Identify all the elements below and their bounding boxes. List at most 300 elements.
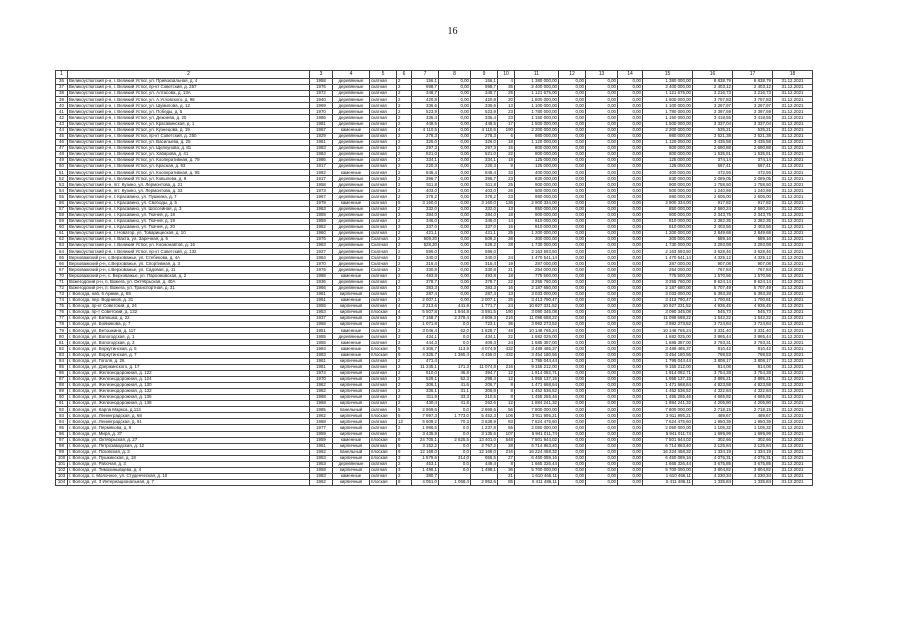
column-number-2: 2 <box>68 71 310 79</box>
table-cell: 2 <box>397 164 412 170</box>
table-cell: 0,00 <box>618 115 643 121</box>
table-cell: 567,41 <box>733 164 773 170</box>
table-cell: 0,00 <box>618 85 643 91</box>
table-cell: 0,00 <box>559 309 586 315</box>
table-cell: 31.12.2021 <box>773 121 813 127</box>
table-cell: деревянные <box>333 218 370 224</box>
table-cell: 1 334,19 <box>693 449 733 455</box>
table-cell: 5 941 011,74 <box>515 431 559 437</box>
table-cell: 0,00 <box>618 480 643 486</box>
table-cell: 0,00 <box>586 279 618 285</box>
table-cell: 810,42 <box>693 346 733 352</box>
table-cell: 7 800 000,00 <box>515 407 559 413</box>
table-cell: 3 754,28 <box>693 370 733 376</box>
table-cell: 9 <box>397 480 412 486</box>
table-cell: 0,00 <box>586 188 618 194</box>
table-cell: 420,8 <box>471 97 498 103</box>
table-cell: 1959 <box>310 431 333 437</box>
table-cell: 383,3 <box>471 285 498 291</box>
table-cell: скатная <box>370 151 397 157</box>
table-cell: 50 <box>56 164 68 170</box>
table-cell: 800 000,00 <box>515 145 559 151</box>
table-cell: 409,3 <box>471 340 498 346</box>
table-cell: 287 000,00 <box>643 261 693 267</box>
table-cell: 10 927 331,52 <box>515 303 559 309</box>
table-cell: 378,2 <box>412 194 439 200</box>
table-cell: 31.12.2021 <box>773 188 813 194</box>
table-cell: 2 163 593,50 <box>515 249 559 255</box>
table-cell: 1 914 082,71 <box>515 370 559 376</box>
table-cell: 374,14 <box>733 158 773 164</box>
table-cell: 0,00 <box>618 358 643 364</box>
table-cell: 94 <box>56 419 68 425</box>
table-cell: скатная <box>370 419 397 425</box>
table-cell: 23 <box>498 194 515 200</box>
table-cell: 8 <box>498 382 515 388</box>
table-cell: 3 331,40 <box>733 328 773 334</box>
table-cell: 2 <box>397 85 412 91</box>
table-cell: 0,00 <box>586 419 618 425</box>
table-cell: 1 452 536,52 <box>515 388 559 394</box>
table-cell: 0,00 <box>618 309 643 315</box>
table-cell: 0,00 <box>439 133 471 139</box>
table-cell: 1967 <box>310 194 333 200</box>
table-cell: 4 936,45 <box>733 303 773 309</box>
table-cell: 31.12.2021 <box>773 170 813 176</box>
table-cell: 4 076,31 <box>733 455 773 461</box>
table-cell: деревянные <box>333 139 370 145</box>
table-cell: 0,00 <box>618 79 643 85</box>
table-cell: 3 <box>397 316 412 322</box>
table-cell: 0,0 <box>439 449 471 455</box>
table-cell: 0,00 <box>439 85 471 91</box>
table-cell: 3 808,17 <box>733 358 773 364</box>
table-cell: 0,00 <box>559 79 586 85</box>
table-cell: 1 610 466,11 <box>643 474 693 480</box>
table-cell: Вожегодский р-н, п. Вожега, ул. Транспортная, д. 31 <box>68 285 310 291</box>
table-cell: 11 098 688,22 <box>643 316 693 322</box>
table-cell: 348,7 <box>412 91 439 97</box>
table-cell: 125 000,00 <box>515 158 559 164</box>
table-cell: 31.12.2021 <box>773 297 813 303</box>
table-cell: 300 000,00 <box>643 237 693 243</box>
table-cell: 0,00 <box>559 370 586 376</box>
table-cell: 3 992 273,52 <box>515 322 559 328</box>
table-cell: 2 089,05 <box>733 176 773 182</box>
table-cell: 1 100 000,00 <box>515 103 559 109</box>
table-cell: 2 <box>397 297 412 303</box>
table-cell: каменные <box>333 340 370 346</box>
table-cell: 0,00 <box>586 291 618 297</box>
table-cell: 0,00 <box>586 309 618 315</box>
table-cell: 18 <box>498 158 515 164</box>
table-cell: скатная <box>370 79 397 85</box>
table-cell: 7 624 475,60 <box>515 419 559 425</box>
table-cell: 509,2 <box>471 237 498 243</box>
table-cell: 907,08 <box>693 261 733 267</box>
table-cell: 31.12.2021 <box>773 158 813 164</box>
table-cell: 31.12.2021 <box>773 176 813 182</box>
table-cell: 846,4 <box>412 170 439 176</box>
table-cell: 449,4 <box>471 461 498 467</box>
table-cell: 46 <box>56 139 68 145</box>
table-cell: 394,7 <box>471 370 498 376</box>
table-cell: г. Вологда, пр-т Советский, д. 132 <box>68 309 310 315</box>
table-cell: 830 000,00 <box>515 176 559 182</box>
page-number: 16 <box>447 26 458 37</box>
table-cell: 0,00 <box>618 97 643 103</box>
table-cell: 0,00 <box>586 206 618 212</box>
table-cell: 589,16 <box>733 237 773 243</box>
table-cell: Великоустюгский р-н, г. Великий Устюг, ул. Щелкунова, д. 81 <box>68 145 310 151</box>
table-cell: 2 163 593,50 <box>643 249 693 255</box>
table-cell: 0,00 <box>559 176 586 182</box>
table-cell: 18 <box>498 273 515 279</box>
table-cell: 0,0 <box>439 425 471 431</box>
table-cell: 0,00 <box>439 230 471 236</box>
table-cell: 86 <box>56 370 68 376</box>
table-cell: 1 535,51 <box>733 151 773 157</box>
table-cell: 2 690,88 <box>733 145 773 151</box>
table-cell: г. Вологда, ул. Ветошкина, д. 117 <box>68 328 310 334</box>
table-cell: скатная <box>370 316 397 322</box>
table-cell: 33,3 <box>439 395 471 401</box>
table-cell: 1959 <box>310 218 333 224</box>
table-cell: 810 000,00 <box>643 218 693 224</box>
table-cell: 0,00 <box>586 364 618 370</box>
table-cell: 0,00 <box>439 237 471 243</box>
table-cell: деревянные <box>333 212 370 218</box>
table-cell: 336,4 <box>471 115 498 121</box>
table-cell: 0,00 <box>618 103 643 109</box>
table-cell: 0,00 <box>559 158 586 164</box>
table-cell: 1976 <box>310 237 333 243</box>
table-cell: 2 <box>397 103 412 109</box>
column-number-17: 17 <box>733 71 773 79</box>
table-cell: 0,00 <box>586 194 618 200</box>
table-cell: 917,82 <box>693 200 733 206</box>
table-cell: Верховажский р-н, с.Верховажье, ул. Садовая, д. 11 <box>68 267 310 273</box>
table-cell: Великоустюгский р-н, г. Великий Устюг, пр-кт Советский, д. 132 <box>68 249 310 255</box>
column-number-14: 14 <box>618 71 643 79</box>
table-cell: 3 337,04 <box>693 121 733 127</box>
table-cell: 3 793,31 <box>733 340 773 346</box>
table-cell: 3 413 790,47 <box>515 297 559 303</box>
table-cell: кирпичный <box>333 419 370 425</box>
table-cell: 0,00 <box>439 194 471 200</box>
table-cell: 3 804,82 <box>693 468 733 474</box>
table-cell: 3 152,2 <box>412 443 439 449</box>
table-cell: 0,00 <box>439 115 471 121</box>
table-cell: 39 <box>56 97 68 103</box>
table-cell: 1 105,32 <box>693 425 733 431</box>
table-cell: 2 <box>397 237 412 243</box>
table-cell: г. Вологда, ул. Петрозаводская, д. 12 <box>68 443 310 449</box>
table-cell: 2 343,75 <box>733 212 773 218</box>
table-cell: 2 560,24 <box>733 206 773 212</box>
table-cell: 1 237,8 <box>471 425 498 431</box>
table-cell: 125 000,00 <box>643 158 693 164</box>
table-cell: 1 730 000,00 <box>643 243 693 249</box>
table-cell: 0,00 <box>618 151 643 157</box>
table-cell: 434,1 <box>412 334 439 340</box>
table-cell: 0,00 <box>586 480 618 486</box>
table-cell: 1 498,1 <box>412 468 439 474</box>
table-cell: 0,00 <box>439 79 471 85</box>
table-cell: 332,0 <box>471 206 498 212</box>
table-cell: 6 <box>498 133 515 139</box>
table-cell: 16 224 458,32 <box>515 449 559 455</box>
table-cell: 1962 <box>310 449 333 455</box>
table-cell: 31.12.2021 <box>773 182 813 188</box>
table-cell: 1 200 000,00 <box>643 230 693 236</box>
table-cell: 0,00 <box>618 267 643 273</box>
table-cell: 4 <box>498 79 515 85</box>
table-cell: 298,4 <box>471 376 498 382</box>
table-cell: 0,00 <box>559 382 586 388</box>
table-cell: 3 895,21 <box>733 376 773 382</box>
table-cell: 0,00 <box>586 121 618 127</box>
table-cell: 1929 <box>310 133 333 139</box>
table-cell: 220,3 <box>471 164 498 170</box>
table-cell: деревянные <box>333 151 370 157</box>
table-cell: 0,00 <box>618 158 643 164</box>
table-cell: скатная <box>370 224 397 230</box>
table-cell: 0,00 <box>586 352 618 358</box>
table-cell: 810,42 <box>733 346 773 352</box>
table-cell: 14 <box>498 218 515 224</box>
table-cell: г. Вологда, пр-кт Советский, д. 24 <box>68 303 310 309</box>
table-cell: деревянные <box>333 109 370 115</box>
table-cell: 0,00 <box>559 437 586 443</box>
table-cell: 76 <box>56 309 68 315</box>
table-cell: 2 718,15 <box>733 407 773 413</box>
table-cell: 5 <box>397 413 412 419</box>
table-cell: 72 <box>56 285 68 291</box>
table-cell: 2 <box>397 255 412 261</box>
table-cell: 0,00 <box>559 255 586 261</box>
table-cell: скатная <box>370 358 397 364</box>
column-number-7: 7 <box>412 71 439 79</box>
table-cell: 0,00 <box>559 425 586 431</box>
table-cell: 5 707,49 <box>693 285 733 291</box>
table-cell: 0,00 <box>586 443 618 449</box>
table-cell: 190 <box>498 127 515 133</box>
table-cell: 1 535,51 <box>693 151 733 157</box>
table-cell: 5 452,3 <box>471 413 498 419</box>
table-cell: 35 <box>498 85 515 91</box>
table-cell: 0,00 <box>586 115 618 121</box>
table-cell: 4 076,31 <box>693 455 733 461</box>
table-cell: 471,4 <box>412 358 439 364</box>
table-cell: 0,00 <box>439 224 471 230</box>
table-cell: 28 <box>498 243 515 249</box>
table-cell: 11 074,8 <box>471 364 498 370</box>
table-cell: 0,0 <box>439 322 471 328</box>
table-cell: г. Вологда, ул. Гоголя, д. 26 <box>68 358 310 364</box>
table-cell: 545,73 <box>733 309 773 315</box>
table-cell: 2 050 000,00 <box>515 425 559 431</box>
table-cell: Скатная <box>370 261 397 267</box>
table-cell: 510,0 <box>412 370 439 376</box>
table-cell: 3 521,38 <box>733 133 773 139</box>
table-cell: 1 699,99 <box>733 431 773 437</box>
table-cell: 378,7 <box>471 279 498 285</box>
table-cell: 0,00 <box>559 230 586 236</box>
table-cell: 1 570,56 <box>693 273 733 279</box>
table-cell: 3 160,0 <box>471 200 498 206</box>
table-cell: 0,00 <box>586 170 618 176</box>
table-cell: 31.12.2021 <box>773 364 813 370</box>
table-cell: 31.12.2021 <box>773 358 813 364</box>
table-cell: 0,00 <box>586 85 618 91</box>
table-cell: 0,00 <box>618 109 643 115</box>
table-cell: 17 <box>498 121 515 127</box>
table-cell: кирпичный <box>333 401 370 407</box>
table-cell: 4 936,45 <box>693 303 733 309</box>
table-cell: 31.12.2021 <box>773 316 813 322</box>
table-cell: 0,00 <box>559 170 586 176</box>
table-cell: 1958 <box>310 79 333 85</box>
table-cell: 2 007,1 <box>471 297 498 303</box>
table-cell: 1972 <box>310 91 333 97</box>
table-cell: 0,00 <box>559 182 586 188</box>
table-cell: 0,00 <box>559 431 586 437</box>
table-cell: 31.12.2021 <box>773 200 813 206</box>
table-cell: 0,00 <box>618 164 643 170</box>
table-cell: Великоустюгский р-н, г. Великий Устюг, ул. Васильева, д. 25 <box>68 139 310 145</box>
table-cell: 44 <box>56 127 68 133</box>
table-cell: 0,00 <box>618 224 643 230</box>
table-cell: скатная <box>370 376 397 382</box>
table-cell: деревянные <box>333 249 370 255</box>
table-cell: 31.12.2021 <box>773 139 813 145</box>
table-cell: 85 <box>498 480 515 486</box>
table-cell: 1 542,22 <box>733 316 773 322</box>
table-cell: 13 401,0 <box>471 437 498 443</box>
table-cell: 3 489 485,37 <box>643 346 693 352</box>
table-cell: 4 325,12 <box>693 255 733 261</box>
table-cell: 31.12.2021 <box>773 285 813 291</box>
table-cell: 101 <box>56 461 68 467</box>
table-cell: 2 <box>397 364 412 370</box>
table-cell: 767,84 <box>693 267 733 273</box>
table-cell: 336,6 <box>412 103 439 109</box>
table-cell: 1961 <box>310 291 333 297</box>
table-cell: 5 941 011,74 <box>643 431 693 437</box>
table-cell: 77 <box>56 316 68 322</box>
table-cell: 2 403,56 <box>693 224 733 230</box>
table-cell: 0,00 <box>559 480 586 486</box>
table-cell: 22 <box>498 279 515 285</box>
table-cell: 31.12.2021 <box>773 145 813 151</box>
table-cell: 775 500,00 <box>515 273 559 279</box>
table-cell: 3 724,84 <box>733 322 773 328</box>
table-cell: 545,73 <box>693 309 733 315</box>
table-cell: Великоустюгский р-н, г. Красавино, ул. Ткачей, д. 19 <box>68 218 310 224</box>
table-cell: 16 <box>498 224 515 230</box>
table-cell: 0,00 <box>559 145 586 151</box>
table-cell: 337,0 <box>412 224 439 230</box>
table-cell: 334,1 <box>471 158 498 164</box>
table-cell: 31.12.2021 <box>773 334 813 340</box>
table-cell: 31,1 <box>439 388 471 394</box>
column-number-1: 1 <box>56 71 68 79</box>
column-number-6: 6 <box>397 71 412 79</box>
table-cell: 0,00 <box>559 395 586 401</box>
table-cell: 800 000,00 <box>643 145 693 151</box>
table-cell: кирпичный <box>333 443 370 449</box>
table-cell: 0,00 <box>559 164 586 170</box>
table-cell: 1 120 000,00 <box>515 139 559 145</box>
table-cell: 4 110,5 <box>471 127 498 133</box>
table-cell: кирпичный <box>333 358 370 364</box>
table-cell: 1984 <box>310 346 333 352</box>
table-cell: 1983 <box>310 352 333 358</box>
table-cell: 3 435,58 <box>693 139 733 145</box>
table-cell: 31.12.2021 <box>773 401 813 407</box>
table-cell: кирпичный <box>333 425 370 431</box>
table-cell: 59 <box>56 218 68 224</box>
table-cell: 3 046,4 <box>412 328 439 334</box>
table-cell: 521,0 <box>471 151 498 157</box>
table-cell: 2 089,05 <box>693 176 733 182</box>
table-cell: 171,3 <box>439 364 471 370</box>
table-cell: каменные <box>333 273 370 279</box>
table-cell: 2 605,00 <box>733 194 773 200</box>
table-cell: 5 <box>397 407 412 413</box>
table-cell: Великоустюгский р-н, г. Красавино, ул. Ткачей, д. 20 <box>68 224 310 230</box>
table-cell: 87 <box>56 376 68 382</box>
table-cell: 0,00 <box>559 401 586 407</box>
table-cell: деревянные <box>333 91 370 97</box>
table-cell: 493,8 <box>471 273 498 279</box>
table-cell: 3 757,83 <box>693 97 733 103</box>
table-cell: 3 793,31 <box>693 340 733 346</box>
table-cell: 1 542,22 <box>693 316 733 322</box>
table-cell: скатная <box>370 388 397 394</box>
table-cell: 396,7 <box>471 176 498 182</box>
table-cell: Великоустюгский р-н, г. Великий Устюг, ул. А.Угловского, д. 98 <box>68 97 310 103</box>
table-cell: 850 000,00 <box>643 206 693 212</box>
table-cell: 2 <box>397 261 412 267</box>
table-cell: 3 <box>397 468 412 474</box>
table-cell: 36 <box>56 79 68 85</box>
table-cell: 7 997,3 <box>412 413 439 419</box>
table-cell: кирпичный <box>333 382 370 388</box>
table-cell: 548 <box>498 437 515 443</box>
table-cell: 2 <box>397 109 412 115</box>
table-cell: 1962 <box>310 382 333 388</box>
table-cell: 326,0 <box>412 139 439 145</box>
table-cell: 3 267,97 <box>693 103 733 109</box>
table-cell: 1955 <box>310 303 333 309</box>
table-cell: 21 <box>498 474 515 480</box>
table-cell: 0,00 <box>586 139 618 145</box>
table-cell: плоская <box>370 352 397 358</box>
table-cell: 38 <box>56 91 68 97</box>
table-cell: 31.12.2021 <box>773 480 813 486</box>
table-cell: 449,5 <box>412 121 439 127</box>
table-cell: 2 <box>397 334 412 340</box>
table-cell: 403,0 <box>412 188 439 194</box>
table-cell: 36 <box>498 468 515 474</box>
table-cell: 31.12.2021 <box>773 97 813 103</box>
table-cell: 3 435,9 <box>412 431 439 437</box>
table-cell: скатная <box>370 474 397 480</box>
table-cell: 1983 <box>310 474 333 480</box>
table-cell: 96 <box>56 431 68 437</box>
